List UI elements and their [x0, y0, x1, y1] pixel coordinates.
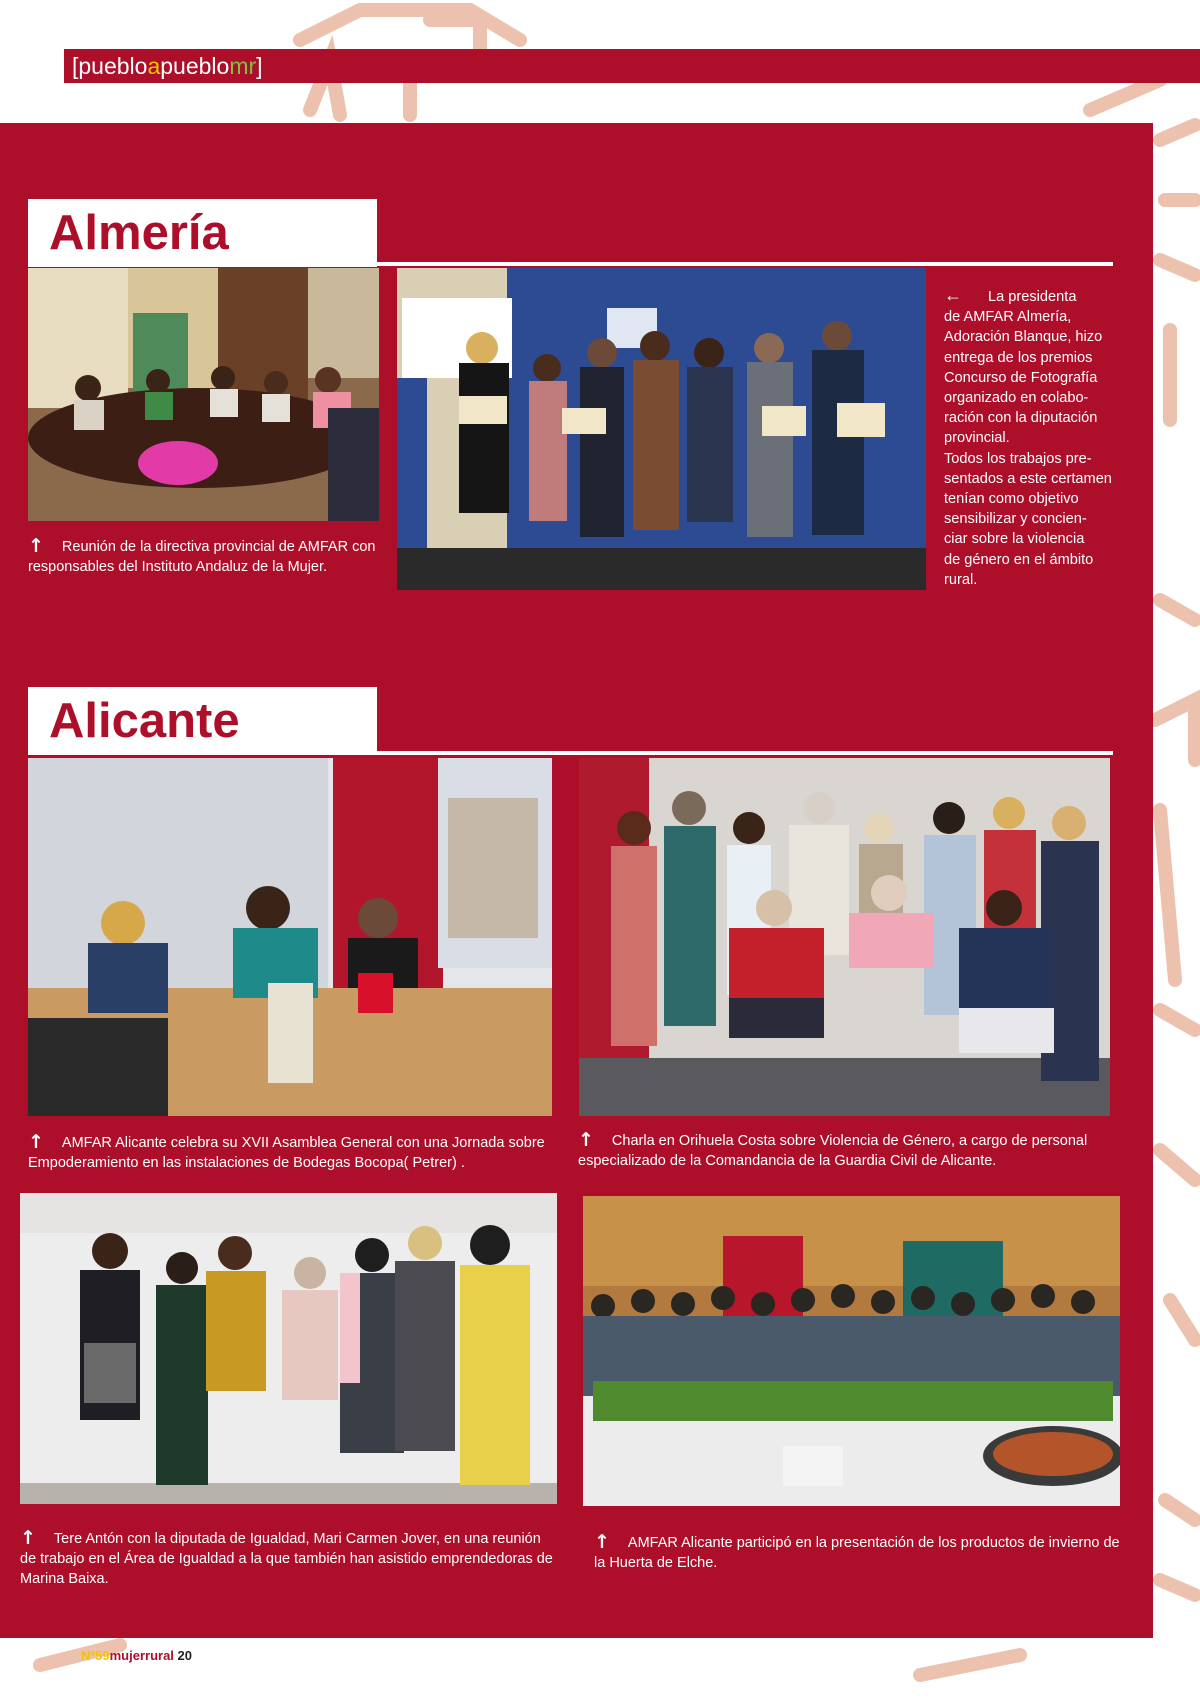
footer-page-label	[81, 1648, 192, 1663]
caption-alicante-produce: ↑ AMFAR Alicante participó en la presentación de los productos de invierno de la Huerta de Elche.	[594, 1531, 1120, 1571]
alicante-heading-box	[28, 687, 377, 755]
caption-alicante-equality: ↑ Tere Antón con la diputada de Igualdad, Mari Carmen Jover, en una reunión de trabajo en el Área de Igualdad a la que también han asistido emprendedoras de Marina Baixa.	[20, 1527, 553, 1587]
up-arrow-icon: ↑	[28, 1131, 44, 1153]
almeria-title: Almería	[49, 206, 229, 260]
footer-page-number: 20	[177, 1648, 193, 1663]
footer-brand: mujerrural	[109, 1648, 174, 1663]
kicker-part-2: a	[147, 53, 161, 79]
up-arrow-icon: ↑	[594, 1531, 610, 1553]
caption-alicante-assembly: ↑ AMFAR Alicante celebra su XVII Asamblea General con una Jornada sobre Empoderamiento en las instalaciones de Bodegas Bocopa( Petrer) .	[28, 1131, 545, 1171]
caption-almeria-meeting: ↑ Reunión de la directiva provincial de AMFAR con responsables del Instituto Andaluz de la Mujer.	[28, 535, 376, 575]
left-arrow-icon: ←	[944, 285, 962, 305]
photo-alicante-talk	[579, 758, 1110, 1116]
photo-almeria-meeting	[28, 268, 379, 521]
kicker-part-4: mr	[229, 53, 257, 79]
photo-alicante-produce	[583, 1196, 1120, 1506]
photo-alicante-equality	[20, 1193, 557, 1504]
up-arrow-icon: ↑	[20, 1527, 36, 1549]
footer-issue: Nº59	[81, 1648, 110, 1663]
alicante-title: Alicante	[49, 694, 240, 748]
section-kicker	[72, 49, 263, 83]
kicker-part-5: ]	[256, 53, 263, 79]
up-arrow-icon: ↑	[578, 1129, 594, 1151]
almeria-rule	[377, 262, 1113, 266]
photo-alicante-assembly	[28, 758, 552, 1116]
alicante-rule	[377, 751, 1113, 755]
up-arrow-icon: ↑	[28, 535, 44, 557]
almeria-side-text: ← La presidenta de AMFAR Almería, Adoración Blanque, hizo entrega de los premios Concurso de Fotografía organizado en colabo- ración con la diputación provincial. Todos los trabajos pre- sentados a este certamen tenían como objetivo sensibilizar y concien- ciar sobre la violencia de género en el ámbito rural.	[944, 285, 1112, 588]
almeria-heading-box	[28, 199, 377, 267]
photo-almeria-awards	[397, 268, 926, 590]
caption-alicante-talk: ↑ Charla en Orihuela Costa sobre Violencia de Género, a cargo de personal especializado de la Comandancia de la Guardia Civil de Alicante.	[578, 1129, 1088, 1169]
kicker-part-1: [pueblo	[72, 53, 148, 79]
kicker-part-3: pueblo	[160, 53, 230, 79]
